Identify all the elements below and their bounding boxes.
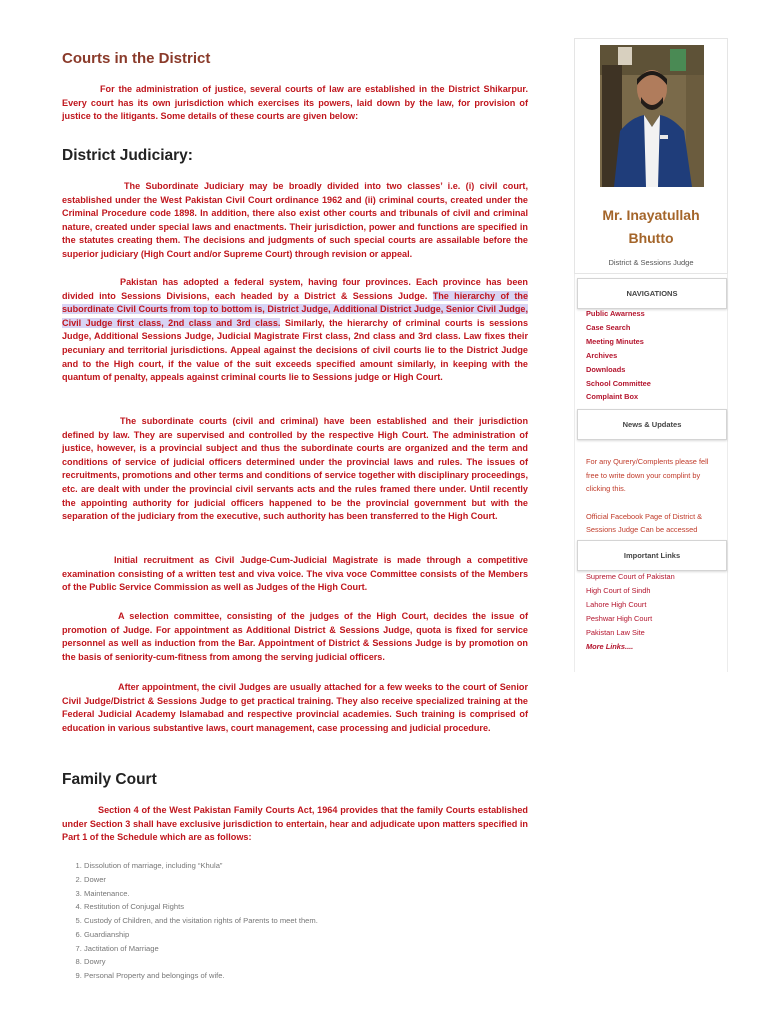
news-ticker — [586, 455, 722, 537]
nav-item-complaint-box[interactable]: Complaint Box — [586, 392, 639, 402]
link-peshwar-high-court[interactable]: Peshwar High Court — [586, 613, 653, 623]
paragraph-1 — [62, 180, 528, 262]
important-links-list — [586, 570, 675, 653]
paragraph-7 — [62, 804, 528, 845]
intro-text: For the administration of justice, several courts of law are established in the District Shikarpur. Every court has its own jurisdiction which exercises its powers, laid down by the law, for provision of justice to the litigants. Some details of these courts are given below: — [62, 84, 528, 122]
page-title: Courts in the District — [62, 50, 211, 67]
profile-role: District & Sessions Judge — [608, 258, 694, 267]
nav-item-case-search[interactable]: Case Search — [586, 322, 631, 332]
profile-name-line-1: Mr. Inayatullah — [602, 207, 700, 223]
list-item: 1. Dissolution of marriage, including “Khula” — [84, 859, 524, 873]
district-judiciary-heading: District Judiciary: — [62, 147, 193, 164]
news-item[interactable]: For any Qurery/Complents please fell free to write down your complint by clicking this. — [586, 457, 709, 494]
link-high-court-sindh[interactable]: High Court of Sindh — [586, 585, 651, 595]
judge-photo — [600, 45, 704, 187]
paragraph-3-text: The subordinate courts (civil and criminal) have been established and their jurisdiction defined by law. They are supervised and controlled by the respective High Court. The administration of justice, however, is a provincial subject and thus the subordinate courts are organized and the term and conditions of service of judicial officers determined under the provincial laws and rules. The issues of recruitments, promotions and other terms and conditions of service together with disciplinary proceedings, etc. are dealt with under the provincial civil servants acts and the rules framed there under. Until recently the appointing authority for judicial officers happened to be the provincial government but with the separation of the judiciary from the executive, such authority has been transferred to the High Court. — [62, 416, 528, 522]
portrait-illustration — [600, 45, 704, 187]
highlighted-text: The hierarchy of the subordinate Civil Courts from top to bottom is, District Judge, Additional District Judge, Senior Civil Judge, Civil Judge first class, 2nd class and 3rd class. — [62, 290, 529, 328]
list-item: 6. Guardianship — [84, 928, 524, 942]
more-links-link[interactable]: More Links.... — [586, 641, 634, 651]
paragraph-4 — [62, 554, 528, 595]
profile-card — [574, 38, 728, 274]
paragraph-2-text-a: Pakistan has adopted a federal system, having four provinces. Each province has been divided into Sessions Divisions, each headed by a District & Sessions Judge. — [62, 277, 528, 301]
link-lahore-high-court[interactable]: Lahore High Court — [586, 599, 647, 609]
intro-paragraph — [62, 83, 528, 124]
list-item: 7. Jactitation of Marriage — [84, 942, 524, 956]
link-pakistan-law-site[interactable]: Pakistan Law Site — [586, 627, 645, 637]
profile-name — [575, 204, 727, 250]
navigation-list — [586, 307, 651, 404]
paragraph-2 — [62, 276, 528, 385]
paragraph-1-text: The Subordinate Judiciary may be broadly divided into two classes’ i.e. (i) civil court, established under the West Pakistan Civil Court ordinance 1962 and (ii) criminal courts, created under the Criminal Procedure code 1898. In addition, there also exist other courts and tribunals of civil and criminal nature, created under special laws and enactments. Their jurisdiction, power and functions are specified in the statutes creating them. The decisions and judgments of such special courts are assailable before the superior judiciary (High Court and/or Supreme Court) through revision or appeal. — [62, 181, 528, 259]
nav-item-archives[interactable]: Archives — [586, 350, 618, 360]
list-item: 5. Custody of Children, and the visitation rights of Parents to meet them. — [84, 914, 524, 928]
paragraph-2-text-b: Similarly, the hierarchy of criminal courts is sessions Judge, Additional Sessions Judge, Judicial Magistrate First class, 2nd class and 3rd class. Law fixes their pecuniary and territorial jurisdictions. Appeal against the decisions of civil courts lie to the District Judge and to the High court, if the value of the suit exceeds specified amount similarly, in keeping with the quantum of penalty, appeals against criminal courts lie to Sessions judge or High Court. — [62, 317, 528, 383]
paragraph-7-text: Section 4 of the West Pakistan Family Courts Act, 1964 provides that the family Courts established under Section 3 shall have exclusive jurisdiction to entertain, hear and adjudicate upon matters specified in Part 1 of the Schedule which are as follows: — [62, 805, 528, 843]
family-court-heading: Family Court — [62, 771, 157, 788]
navigations-heading: NAVIGATIONS — [577, 278, 727, 309]
paragraph-5 — [62, 610, 528, 664]
list-item: 8. Dowry — [84, 955, 524, 969]
list-item: 9. Personal Property and belongings of wife. — [84, 969, 524, 983]
profile-name-line-2: Bhutto — [628, 230, 674, 246]
news-item[interactable]: Official Facebook Page of District & Sessions Judge Can be accessed — [586, 511, 703, 535]
nav-item-school-committee[interactable]: School Committee — [586, 378, 651, 388]
paragraph-6-text: After appointment, the civil Judges are usually attached for a few weeks to the court of Senior Civil Judge/District & Sessions Judge to get practical training. They also receive specialized training at the Federal Judicial Academy Islamabad and respective provincial academies. Such training is comprised of education in various substantive laws, court management, case processing and judicial procedure. — [62, 682, 528, 733]
paragraph-5-text: A selection committee, consisting of the judges of the High Court, decides the issue of promotion of Judge. For appointment as Additional District & Sessions Judge, quota is fixed for service personnel as well as induction from the Bar. Appointment of District & Sessions Judge is by promotion on the basis of seniority-cum-fitness from among the serving judicial officers. — [62, 611, 528, 662]
nav-item-downloads[interactable]: Downloads — [586, 364, 626, 374]
paragraph-3 — [62, 415, 528, 524]
list-item: 4. Restitution of Conjugal Rights — [84, 900, 524, 914]
list-item: 3. Maintenance. — [84, 887, 524, 901]
news-updates-heading: News & Updates — [577, 409, 727, 440]
list-item: 2. Dower — [84, 873, 524, 887]
nav-item-meeting-minutes[interactable]: Meeting Minutes — [586, 336, 644, 346]
paragraph-6 — [62, 681, 528, 735]
family-matters-list — [62, 859, 524, 983]
important-links-heading: Important Links — [577, 540, 727, 571]
paragraph-4-text: Initial recruitment as Civil Judge-Cum-Judicial Magistrate is made through a competitive examination consisting of a written test and viva voice. The viva voce Committee consists of the Members of the Public Service Commission as well as Judges of the High Court. — [62, 555, 528, 593]
nav-item-public-awarness[interactable]: Public Awarness — [586, 309, 645, 318]
link-supreme-court[interactable]: Supreme Court of Pakistan — [586, 572, 675, 581]
